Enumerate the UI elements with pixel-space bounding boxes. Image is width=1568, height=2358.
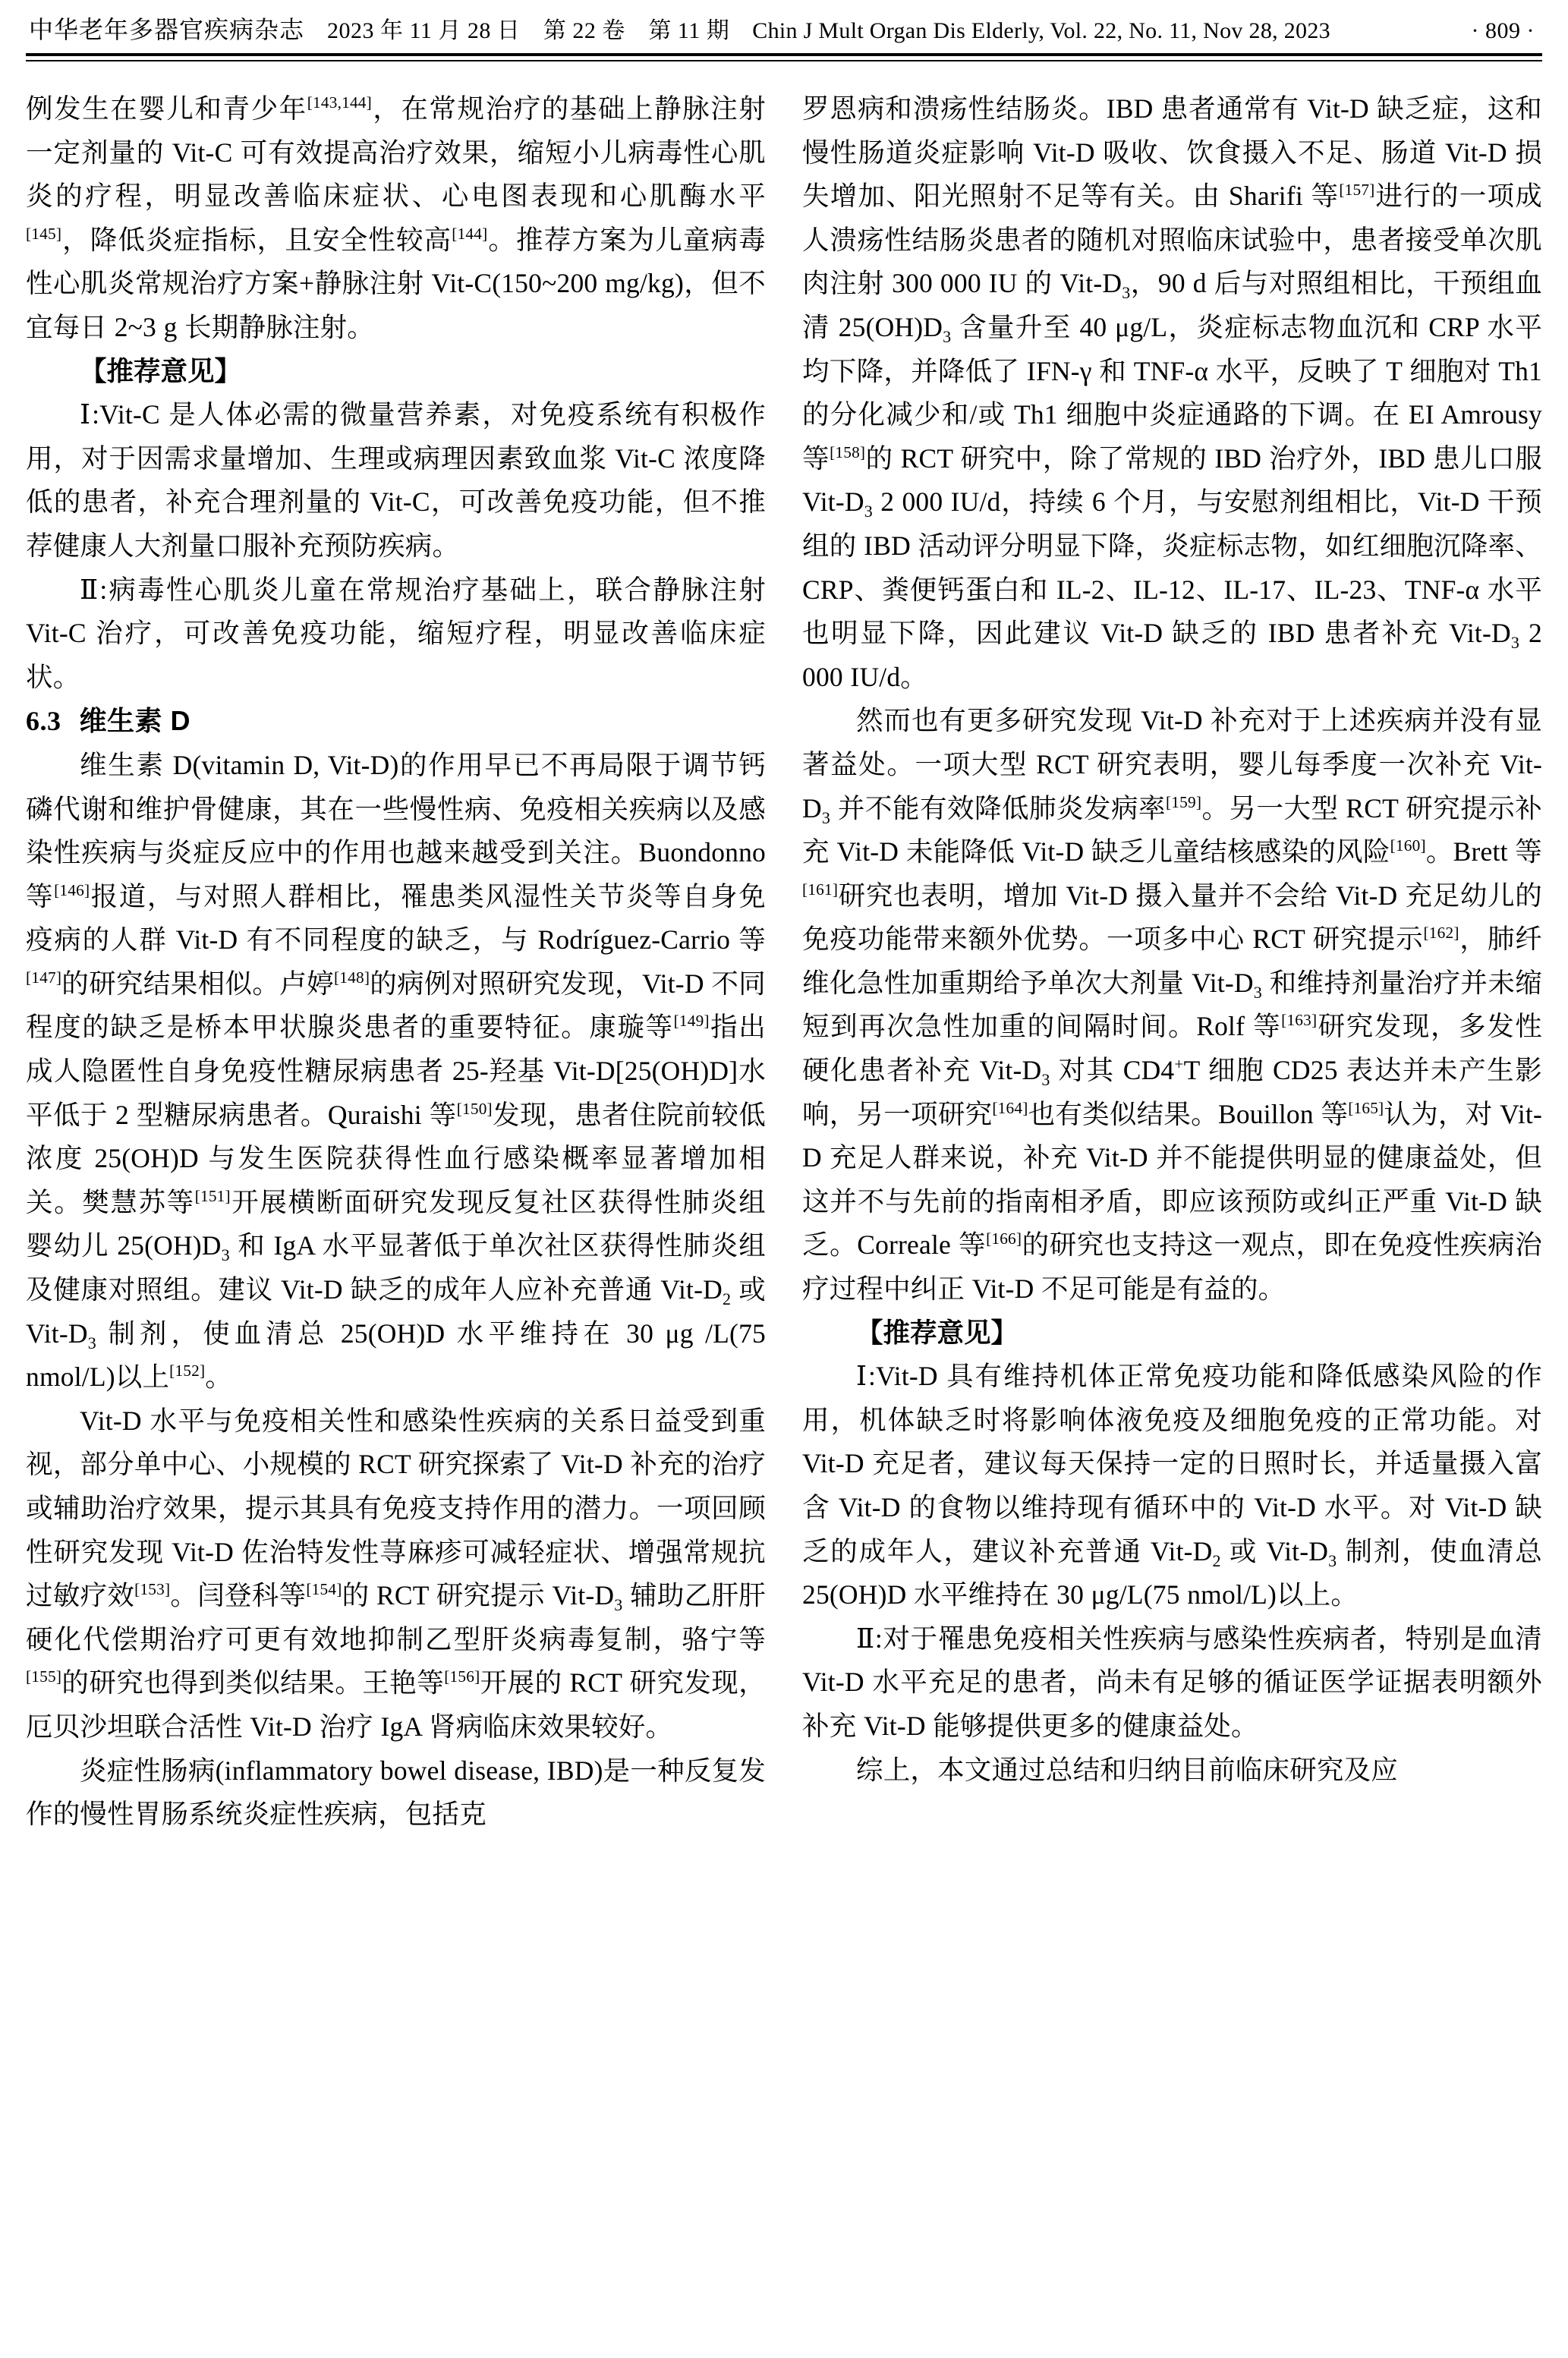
paragraph-ibd-intro: 炎症性肠病(inflammatory bowel disease, IBD)是一种反复发作的慢性胃肠系统炎症性疾病，包括克 bbox=[26, 1755, 766, 1830]
paragraph-vitd-intro: 维生素 D(vitamin D, Vit-D)的作用早已不再局限于调节钙磷代谢和维护骨健康，其在一些慢性病、免疫相关疾病以及感染性疾病与炎症反应中的作用也越来越受到关注。Buondonno 等[146]报道，与对照人群相比，罹患类风湿性关节炎等自身免疫病的人群 Vit-D 有不同程度的缺乏，与 Rodríguez-Carrio 等[147]的研究结果相似。卢婷[148]的病例对照研究发现，Vit-D 不同程度的缺乏是桥本甲状腺炎患者的重要特征。康璇等[149]指出成人隐匿性自身免疫性糖尿病患者 25-羟基 Vit-D[25(OH)D]水平低于 2 型糖尿病患者。Quraishi 等[150]发现，患者住院前较低浓度 25(OH)D 与发生医院获得性血行感染概率显著增加相关。樊慧苏等[151]开展横断面研究发现反复社区获得性肺炎组婴幼儿 $25(OH)D_3$ 和 IgA 水平显著低于单次社区获得性肺炎组及健康对照组。建议 Vit-D 缺乏的成年人应补充普通 Vit-$D_2$ 或 Vit-$D_3$ 制剂，使血清总 25(OH)D 水平维持在 30 μg /L(75 nmol/L)以上[152]。 bbox=[26, 749, 767, 1393]
running-header bbox=[26, 0, 1542, 46]
section-heading-6-3 bbox=[26, 699, 766, 744]
recommendation-item-2-vitd: Ⅱ:对于罹患免疫相关性疾病与感染性疾病者，特别是血清 Vit-D 水平充足的患者，尚未有足够的循证医学证据表明额外补充 Vit-D 能够提供更多的健康益处。 bbox=[802, 1623, 1542, 1741]
recommendation-heading-vitd: 【推荐意见】 bbox=[856, 1317, 1019, 1348]
body-columns bbox=[26, 87, 1542, 2334]
recommendation-item-1-vitd: Ⅰ:Vit-D 具有维持机体正常免疫功能和降低感染风险的作用，机体缺乏时将影响体液免疫及细胞免疫的正常功能。对 Vit-D 充足者，建议每天保持一定的日照时长，并适量摄入富含 Vit-D 的食物以维持现有循环中的 Vit-D 水平。对 Vit-D 缺乏的成年人，建议补充普通 Vit-$D_2$ 或 Vit-$D_3$ 制剂，使血清总 25(OH)D 水平维持在 30 μg/L(75 nmol/L)以上。 bbox=[802, 1361, 1542, 1610]
page-number: · 809 · bbox=[1471, 18, 1535, 43]
paragraph-vitc-continued: 例发生在婴儿和青少年[143,144]，在常规治疗的基础上静脉注射一定剂量的 Vit-C 可有效提高治疗效果，缩短小儿病毒性心肌炎的疗程，明显改善临床症状、心电图表现和心肌酶水平[145]，降低炎症指标，且安全性较高[144]。推荐方案为儿童病毒性心肌炎常规治疗方案+静脉注射 Vit-C(150~200 mg/kg)，但不宜每日 2~3 g 长期静脉注射。 bbox=[26, 93, 766, 342]
header-divider bbox=[26, 53, 1542, 61]
right-column bbox=[802, 87, 1542, 2334]
column-gutter bbox=[766, 87, 802, 2334]
header-journal-title-en: Chin J Mult Organ Dis Elderly, Vol. 22, No. 11, Nov 28, 2023 bbox=[752, 18, 1330, 43]
paragraph-vitd-no-benefit: 然而也有更多研究发现 Vit-D 补充对于上述疾病并没有显著益处。一项大型 RCT 研究表明，婴儿每季度一次补充 Vit-$D_3$ 并不能有效降低肺炎发病率[159]。另一大型 RCT 研究提示补充 Vit-D 未能降低 Vit-D 缺乏儿童结核感染的风险[160]。Brett 等[161]研究也表明，增加 Vit-D 摄入量并不会给 Vit-D 充足幼儿的免疫功能带来额外优势。一项多中心 RCT 研究提示[162]，肺纤维化急性加重期给予单次大剂量 Vit-$D_3$ 和维持剂量治疗并未缩短到再次急性加重的间隔时间。Rolf 等[163]研究发现，多发性硬化患者补充 Vit-$D_3$ 对其 CD4+T 细胞 CD25 表达并未产生影响，另一项研究[164]也有类似结果。Bouillon 等[165]认为，对 Vit-D 充足人群来说，补充 Vit-D 并不能提供明显的健康益处，但这并不与先前的指南相矛盾，即应该预防或纠正严重 Vit-D 缺乏。Correale 等[166]的研究也支持这一观点，即在免疫性疾病治疗过程中纠正 Vit-D 不足可能是有益的。 bbox=[802, 705, 1543, 1305]
header-issue-cn: 2023 年 11 月 28 日 第 22 卷 第 11 期 bbox=[327, 18, 730, 43]
section-number: 6.3 bbox=[26, 706, 61, 737]
recommendation-heading-vitc: 【推荐意见】 bbox=[80, 355, 242, 386]
left-column bbox=[26, 87, 766, 2334]
paragraph-vitd-rct: Vit-D 水平与免疫相关性和感染性疾病的关系日益受到重视，部分单中心、小规模的 RCT 研究探索了 Vit-D 补充的治疗或辅助治疗效果，提示其具有免疫支持作用的潜力。一项回顾性研究发现 Vit-D 佐治特发性荨麻疹可减轻症状、增强常规抗过敏疗效[153]。闫登科等[154]的 RCT 研究提示 Vit-$D_3$ 辅助乙肝肝硬化代偿期治疗可更有效地抑制乙型肝炎病毒复制，骆宁等[155]的研究也得到类似结果。王艳等[156]开展的 RCT 研究发现，厄贝沙坦联合活性 Vit-D 治疗 IgA 肾病临床效果较好。 bbox=[26, 1405, 766, 1742]
section-title: 维生素 D bbox=[79, 705, 191, 737]
header-journal-title-cn: 中华老年多器官疾病杂志 bbox=[29, 16, 305, 43]
recommendation-item-1-vitc: Ⅰ:Vit-C 是人体必需的微量营养素，对免疫系统有积极作用，对于因需求量增加、生理或病理因素致血浆 Vit-C 浓度降低的患者，补充合理剂量的 Vit-C，可改善免疫功能，但不推荐健康人大剂量口服补充预防疾病。 bbox=[26, 399, 766, 561]
recommendation-item-2-vitc: Ⅱ:病毒性心肌炎儿童在常规治疗基础上，联合静脉注射 Vit-C 治疗，可改善免疫功能，缩短疗程，明显改善临床症状。 bbox=[26, 574, 766, 692]
paragraph-conclusion: 综上，本文通过总结和归纳目前临床研究及应 bbox=[856, 1754, 1399, 1785]
paragraph-ibd-continued: 罗恩病和溃疡性结肠炎。IBD 患者通常有 Vit-D 缺乏症，这和慢性肠道炎症影响 Vit-D 吸收、饮食摄入不足、肠道 Vit-D 损失增加、阳光照射不足等有关。由 Sharifi 等[157]进行的一项成人溃疡性结肠炎患者的随机对照临床试验中，患者接受单次肌肉注射 300 000 IU 的 Vit-$D_3$，90 d 后与对照组相比，干预组血清 $25(OH)D_3$ 含量升至 40 μg/L，炎症标志物血沉和 CRP 水平均下降，并降低了 IFN-γ 和 TNF-α 水平，反映了 T 细胞对 Th1 的分化减少和/或 Th1 细胞中炎症通路的下调。在 EI Amrousy 等[158]的 RCT 研究中，除了常规的 IBD 治疗外，IBD 患儿口服 Vit-$D_3$ 2 000 IU/d，持续 6 个月，与安慰剂组相比，Vit-D 干预组的 IBD 活动评分明显下降，炎症标志物，如红细胞沉降率、CRP、粪便钙蛋白和 IL-2、IL-12、IL-17、IL-23、TNF-α 水平也明显下降，因此建议 Vit-D 缺乏的 IBD 患者补充 Vit-$D_3$ 2 000 IU/d。 bbox=[802, 93, 1543, 692]
